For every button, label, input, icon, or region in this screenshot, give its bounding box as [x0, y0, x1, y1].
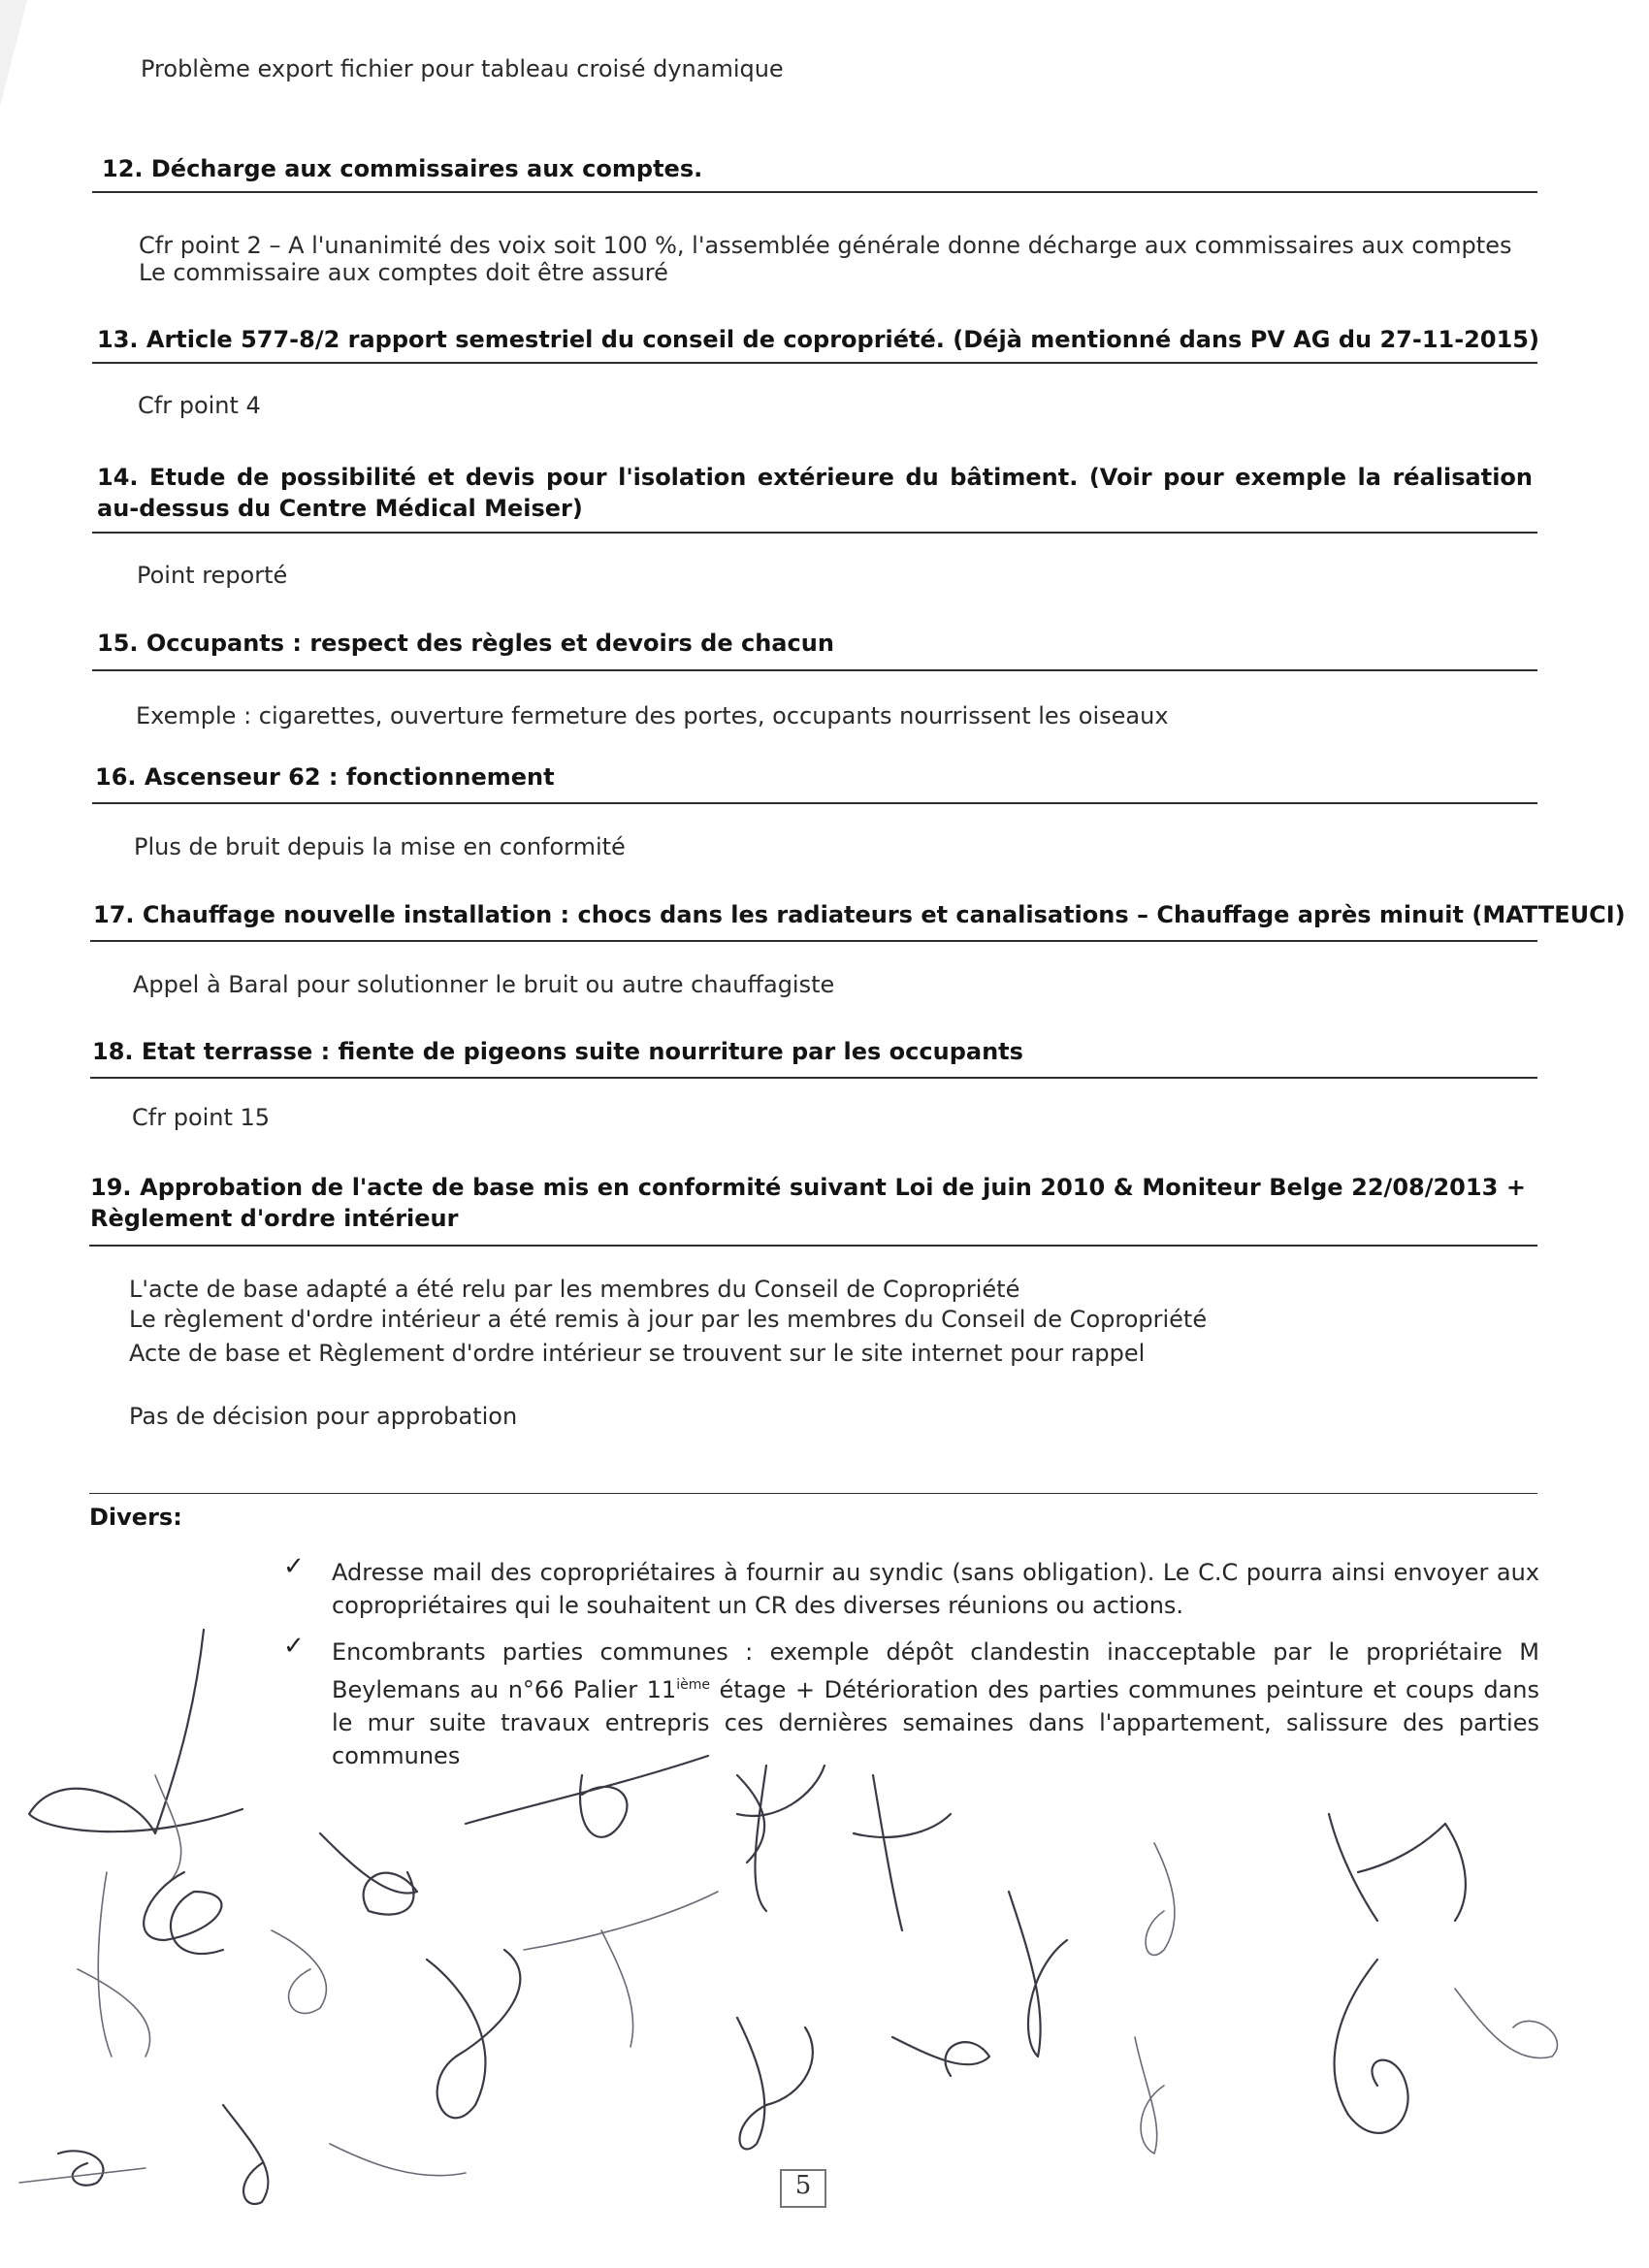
- section-18-body: Cfr point 15: [132, 1104, 271, 1131]
- divers-top-rule: [89, 1493, 1537, 1494]
- section-19-heading: 19. Approbation de l'acte de base mis en conformité suivant Loi de juin 2010 & Moniteur Belge 22/08/2013 + Règlement d'ordre intérieur: [90, 1174, 1526, 1232]
- section-15-heading: 15. Occupants : respect des règles et devoirs de chacun: [97, 630, 834, 657]
- section-13-body: Cfr point 4: [138, 392, 261, 419]
- section-15-rule: [92, 669, 1537, 671]
- page-corner-fold: [0, 0, 27, 107]
- check-mark-1: ✓: [283, 1552, 305, 1581]
- section-19-rule: [89, 1245, 1537, 1247]
- page-number: 5: [794, 2171, 812, 2200]
- section-14-body: Point reporté: [137, 562, 288, 589]
- section-12-rule: [92, 191, 1537, 193]
- section-19-body-line-4: Pas de décision pour approbation: [129, 1403, 518, 1430]
- divers-item-1: Adresse mail des copropriétaires à fournir au syndic (sans obligation). Le C.C pourra ainsi envoyer aux copropriétaires qui le souhaitent un CR des diverses réunions ou actions.: [332, 1559, 1539, 1619]
- section-14-rule: [92, 532, 1537, 534]
- intro-line: Problème export fichier pour tableau croisé dynamique: [141, 55, 784, 82]
- signatures: [0, 1601, 1649, 2231]
- page-number-box: [766, 2161, 836, 2214]
- section-18-heading: 18. Etat terrasse : fiente de pigeons suite nourriture par les occupants: [92, 1038, 1023, 1065]
- divers-heading: Divers:: [89, 1504, 182, 1531]
- section-12-body-line-1: Cfr point 2 – A l'unanimité des voix soit 100 %, l'assemblée générale donne décharge aux commissaires aux comptes: [139, 232, 1512, 259]
- section-13-rule: [92, 362, 1537, 364]
- section-16-body: Plus de bruit depuis la mise en conformité: [134, 833, 626, 860]
- section-14-heading: 14. Etude de possibilité et devis pour l'isolation extérieure du bâtiment. (Voir pour exemple la réalisation au-dessus du Centre Médical Meiser): [97, 464, 1533, 522]
- section-19-body-line-3: Acte de base et Règlement d'ordre intérieur se trouvent sur le site internet pour rappel: [129, 1340, 1146, 1367]
- section-17-body: Appel à Baral pour solutionner le bruit ou autre chauffagiste: [133, 971, 835, 998]
- section-18-rule: [90, 1077, 1537, 1079]
- section-16-heading: 16. Ascenseur 62 : fonctionnement: [95, 763, 555, 791]
- divers-item-2: Encombrants parties communes : exemple dépôt clandestin inacceptable par le propriétaire M Beylemans au n°66 Palier 11ième étage + Détérioration des parties communes peinture et coups dans le mur suite travaux entrepris ces dernières semaines dans l'appartement, salissure des parties communes: [332, 1638, 1539, 1769]
- section-17-heading: 17. Chauffage nouvelle installation : chocs dans les radiateurs et canalisations – Chauffage après minuit (MATTEUCI): [93, 901, 1626, 928]
- section-12-body-line-2: Le commissaire aux comptes doit être assuré: [139, 259, 668, 286]
- section-13-heading: 13. Article 577-8/2 rapport semestriel du conseil de copropriété. (Déjà mentionné dans PV AG du 27-11-2015): [97, 326, 1539, 353]
- section-15-body: Exemple : cigarettes, ouverture fermeture des portes, occupants nourrissent les oiseaux: [136, 702, 1169, 729]
- section-19-body-line-2: Le règlement d'ordre intérieur a été remis à jour par les membres du Conseil de Copropriété: [129, 1306, 1208, 1333]
- check-mark-2: ✓: [283, 1632, 305, 1661]
- section-17-rule: [90, 940, 1537, 942]
- section-12-heading: 12. Décharge aux commissaires aux comptes.: [102, 155, 703, 182]
- section-19-body-line-1: L'acte de base adapté a été relu par les membres du Conseil de Copropriété: [129, 1276, 1020, 1303]
- section-16-rule: [92, 802, 1537, 804]
